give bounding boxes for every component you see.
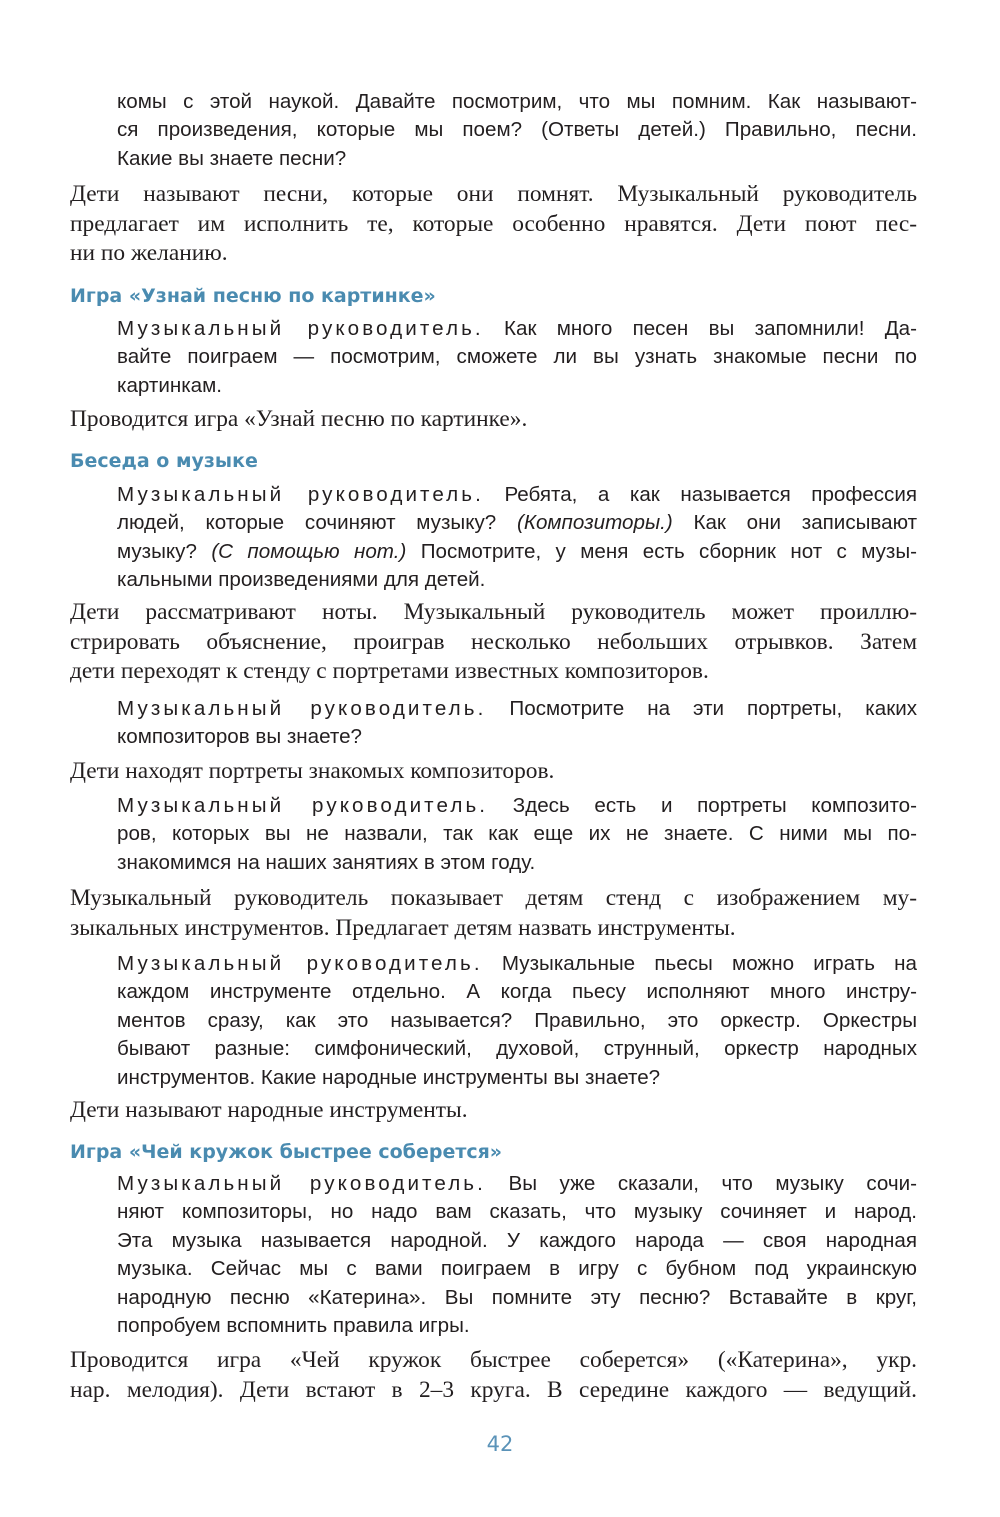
section-heading: Игра «Узнай песню по картинке» — [70, 285, 436, 307]
text-line: няют композиторы, но надо вам сказать, что музыку сочиняет и народ. — [117, 1200, 917, 1224]
text-line: бывают разные: симфонический, духовой, струнный, оркестр народных — [117, 1037, 917, 1061]
speech-block — [117, 950, 917, 1092]
text-line: Проводится игра «Узнай песню по картинке». — [70, 406, 528, 432]
text-line: комы с этой наукой. Давайте посмотрим, что мы помним. Как называют- — [117, 90, 917, 113]
italic-answer: (С помощью нот.) — [211, 539, 407, 563]
text-line: Музыкальный руководитель показывает детям стенд с изображением му- — [70, 885, 917, 911]
speech-block — [117, 695, 917, 752]
narrative-paragraph — [70, 180, 917, 269]
text-segment: Вы уже сказали, что музыку сочи- — [485, 1172, 917, 1195]
text-segment: Как они записывают — [672, 511, 918, 535]
text-line: Какие вы знаете песни? — [117, 146, 347, 170]
speaker-label: Музыкальный руководитель. — [117, 1172, 486, 1195]
text-line: ни по желанию. — [70, 240, 228, 266]
text-segment: Ребята, а как называется профессия — [483, 483, 917, 506]
narrative-paragraph — [70, 884, 917, 943]
section-heading: Игра «Чей кружок быстрее соберется» — [70, 1141, 503, 1163]
text-line: знакомимся на наших занятиях в этом году. — [117, 850, 536, 874]
text-line: каждом инструменте отдельно. А когда пьесу исполняют много инстру- — [117, 980, 917, 1004]
text-line: картинкам. — [117, 373, 223, 397]
speaker-label: Музыкальный руководитель. — [117, 317, 484, 340]
speech-block — [117, 1170, 917, 1340]
text-line: Эта музыка называется народной. У каждого народа — своя народная — [117, 1228, 917, 1252]
text-line: ментов сразу, как это называется? Правильно, это оркестр. Оркестры — [117, 1008, 917, 1032]
narrative-paragraph — [70, 1346, 917, 1405]
text-line: ся произведения, которые мы поем? (Ответы детей.) Правильно, песни. — [117, 118, 917, 142]
text-segment: Посмотрите на эти портреты, каких — [486, 697, 918, 720]
text-segment: Здесь есть и портреты композито- — [488, 794, 917, 817]
text-segment: Музыкальные пьесы можно играть на — [482, 952, 917, 975]
text-line: предлагает им исполнить те, которые особенно нравятся. Дети поют пес- — [70, 210, 917, 237]
text-line: Дети называют песни, которые они помнят. Музыкальный руководитель — [70, 181, 917, 207]
text-line: Дети рассматривают ноты. Музыкальный руководитель может проиллю- — [70, 599, 917, 625]
speaker-label: Музыкальный руководитель. — [117, 952, 483, 975]
text-line: дети переходят к стенду с портретами известных композиторов. — [70, 658, 709, 684]
narrative-paragraph — [70, 598, 917, 687]
speech-block — [117, 792, 917, 877]
speech-block — [117, 481, 917, 595]
text-segment: Как много песен вы запомнили! Да- — [483, 317, 917, 340]
text-segment: музыку? — [117, 539, 212, 563]
speaker-label: Музыкальный руководитель. — [117, 483, 484, 506]
speaker-label: Музыкальный руководитель. — [117, 794, 489, 817]
text-line: попробуем вспомнить правила игры. — [117, 1314, 470, 1338]
text-line: зыкальных инструментов. Предлагает детям назвать инструменты. — [70, 914, 736, 941]
text-line: Дети называют народные инструменты. — [70, 1097, 468, 1123]
text-line: кальными произведениями для детей. — [117, 568, 486, 592]
text-line: Проводится игра «Чей кружок быстрее соберется» («Катерина», укр. — [70, 1347, 917, 1373]
text-line: музыка. Сейчас мы с вами поиграем в игру с бубном под украинскую — [117, 1257, 917, 1281]
text-segment: Посмотрите, у меня есть сборник нот с музы- — [406, 539, 917, 563]
text-line: ров, которых вы не назвали, так как еще их не знаете. С ними мы по- — [117, 822, 917, 846]
text-line: композиторов вы знаете? — [117, 725, 363, 749]
text-line: Дети находят портреты знакомых композиторов. — [70, 758, 555, 784]
narrative-paragraph — [70, 757, 917, 787]
text-line: инструментов. Какие народные инструменты вы знаете? — [117, 1065, 661, 1089]
text-line: стрировать объяснение, проиграв несколько небольших отрывков. Затем — [70, 628, 917, 655]
speech-block — [117, 88, 917, 173]
section-heading: Беседа о музыке — [70, 450, 258, 472]
text-line: народную песню «Катерина». Вы помните эту песню? Вставайте в круг, — [117, 1285, 917, 1309]
italic-answer: (Композиторы.) — [516, 511, 673, 535]
speech-block — [117, 315, 917, 400]
narrative-paragraph — [70, 405, 917, 435]
text-line: вайте поиграем — посмотрим, сможете ли вы узнать знакомые песни по — [117, 345, 917, 369]
page-number: 42 — [486, 1432, 514, 1456]
narrative-paragraph — [70, 1096, 917, 1126]
text-line: нар. мелодия). Дети встают в 2–3 круга. В середине каждого — ведущий. — [70, 1376, 917, 1403]
speaker-label: Музыкальный руководитель. — [117, 697, 487, 720]
text-segment: людей, которые сочиняют музыку? — [117, 511, 517, 535]
